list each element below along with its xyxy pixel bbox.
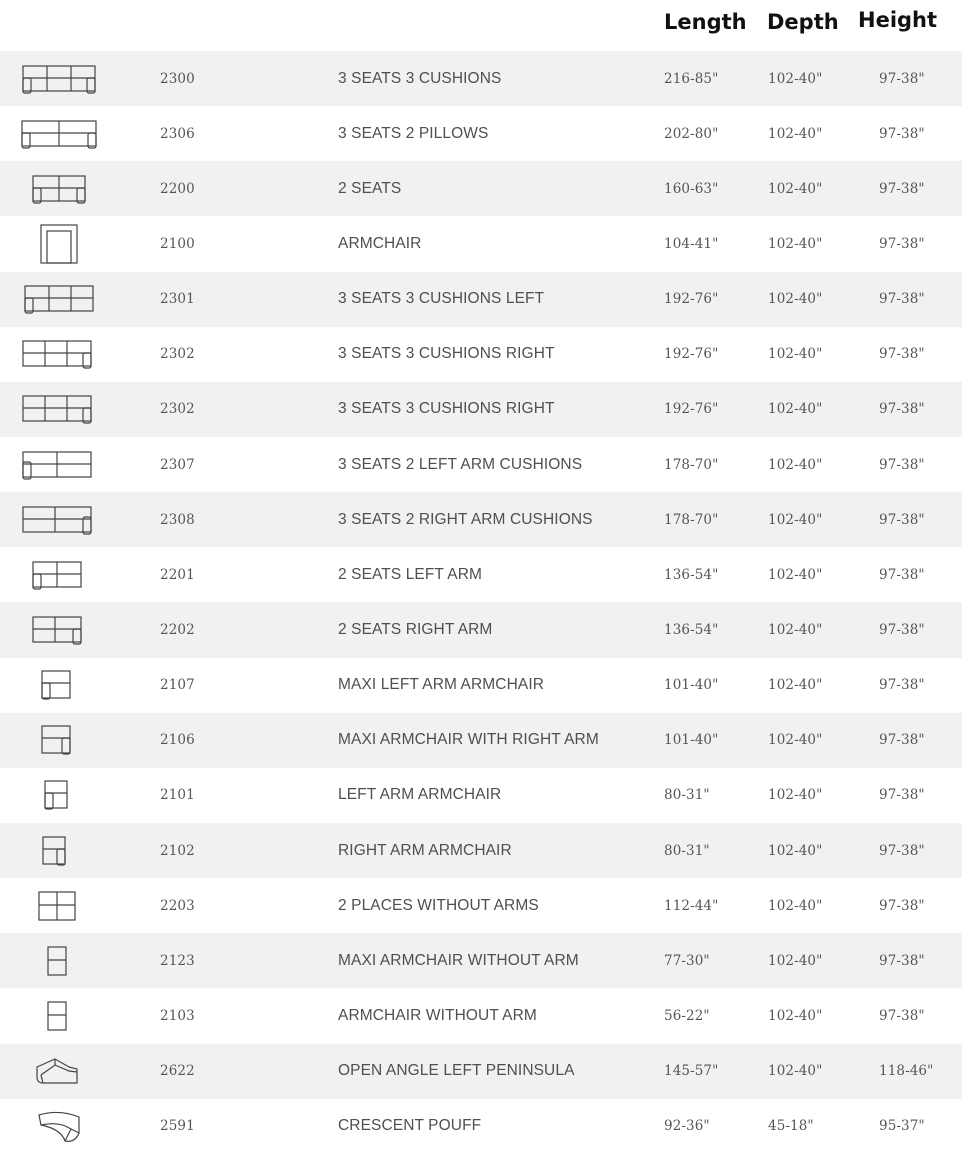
sofa-3-seats-2-right-arm-icon [21, 503, 93, 537]
product-code: 2201 [160, 566, 195, 583]
height-value: 97-38" [879, 511, 925, 528]
product-code: 2106 [160, 732, 195, 749]
depth-value: 102-40" [768, 952, 823, 969]
depth-value: 102-40" [768, 842, 823, 859]
product-description: MAXI ARMCHAIR WITHOUT ARM [338, 951, 579, 969]
depth-value: 102-40" [768, 897, 823, 914]
length-value: 112-44" [664, 897, 719, 914]
table-row [0, 327, 962, 382]
depth-value: 102-40" [768, 621, 823, 638]
length-value: 77-30" [664, 952, 710, 969]
product-code: 2102 [160, 842, 195, 859]
height-value: 97-38" [879, 70, 925, 87]
length-value: 80-31" [664, 842, 710, 859]
length-value: 136-54" [664, 566, 719, 583]
depth-value: 102-40" [768, 787, 823, 804]
table-row [0, 1044, 962, 1099]
sofa-3-seats-right-icon [21, 337, 93, 371]
depth-value: 102-40" [768, 125, 823, 142]
height-value: 118-46" [879, 1063, 934, 1080]
product-description: 3 SEATS 3 CUSHIONS RIGHT [338, 345, 555, 363]
depth-value: 45-18" [768, 1118, 814, 1135]
table-row [0, 1099, 962, 1154]
open-angle-left-peninsula-icon [33, 1055, 81, 1087]
depth-value: 102-40" [768, 346, 823, 363]
product-code: 2123 [160, 952, 195, 969]
table-row [0, 106, 962, 161]
depth-value: 102-40" [768, 401, 823, 418]
length-value: 136-54" [664, 621, 719, 638]
length-value: 80-31" [664, 787, 710, 804]
table-row [0, 216, 962, 271]
table-row [0, 658, 962, 713]
length-value: 104-41" [664, 235, 719, 252]
table-row [0, 161, 962, 216]
product-description: 2 PLACES WITHOUT ARMS [338, 896, 539, 914]
height-value: 97-38" [879, 566, 925, 583]
sofa-2-seats-icon [31, 172, 87, 206]
product-description: ARMCHAIR WITHOUT ARM [338, 1006, 537, 1024]
depth-value: 102-40" [768, 511, 823, 528]
product-description: 3 SEATS 2 RIGHT ARM CUSHIONS [338, 510, 593, 528]
sofa-2-seats-right-arm-icon [31, 613, 83, 647]
product-description: LEFT ARM ARMCHAIR [338, 786, 502, 804]
length-value: 178-70" [664, 456, 719, 473]
table-row [0, 823, 962, 878]
product-description: MAXI ARMCHAIR WITH RIGHT ARM [338, 731, 599, 749]
depth-value: 102-40" [768, 456, 823, 473]
length-value: 160-63" [664, 180, 719, 197]
product-description: 3 SEATS 2 PILLOWS [338, 124, 489, 142]
column-header-height: Height [858, 8, 938, 32]
height-value: 97-38" [879, 125, 925, 142]
product-description: 3 SEATS 3 CUSHIONS RIGHT [338, 400, 555, 418]
left-arm-armchair-icon [43, 778, 71, 812]
table-row [0, 492, 962, 547]
crescent-pouff-icon [35, 1107, 83, 1145]
product-code: 2203 [160, 897, 195, 914]
product-code: 2307 [160, 456, 195, 473]
product-code: 2103 [160, 1007, 195, 1024]
two-places-no-arms-icon [37, 889, 77, 923]
sofa-2-seats-left-arm-icon [31, 558, 83, 592]
product-description: OPEN ANGLE LEFT PENINSULA [338, 1062, 575, 1080]
product-code: 2300 [160, 70, 195, 87]
length-value: 192-76" [664, 346, 719, 363]
height-value: 97-38" [879, 346, 925, 363]
length-value: 145-57" [664, 1063, 719, 1080]
product-code: 2200 [160, 180, 195, 197]
length-value: 202-80" [664, 125, 719, 142]
product-description: RIGHT ARM ARMCHAIR [338, 841, 512, 859]
table-row [0, 272, 962, 327]
maxi-armchair-no-arm-icon [46, 944, 68, 978]
depth-value: 102-40" [768, 677, 823, 694]
height-value: 97-38" [879, 456, 925, 473]
length-value: 101-40" [664, 732, 719, 749]
sofa-3-seats-right-icon [21, 392, 93, 426]
table-row [0, 547, 962, 602]
depth-value: 102-40" [768, 1007, 823, 1024]
sofa-3-seats-left-icon [23, 282, 95, 316]
table-row [0, 51, 962, 106]
product-code: 2306 [160, 125, 195, 142]
product-code: 2302 [160, 401, 195, 418]
table-row [0, 878, 962, 933]
height-value: 97-38" [879, 235, 925, 252]
height-value: 97-38" [879, 787, 925, 804]
height-value: 95-37" [879, 1118, 925, 1135]
right-arm-armchair-icon [41, 834, 69, 868]
product-description: 3 SEATS 2 LEFT ARM CUSHIONS [338, 455, 583, 473]
product-description: 3 SEATS 3 CUSHIONS [338, 69, 502, 87]
product-description: 2 SEATS [338, 179, 402, 197]
height-value: 97-38" [879, 842, 925, 859]
product-code: 2308 [160, 511, 195, 528]
height-value: 97-38" [879, 291, 925, 308]
maxi-right-arm-armchair-icon [40, 723, 74, 757]
product-code: 2302 [160, 346, 195, 363]
table-row [0, 768, 962, 823]
table-row [0, 713, 962, 768]
product-code: 2101 [160, 787, 195, 804]
height-value: 97-38" [879, 401, 925, 418]
sofa-3-seats-2-pillows-icon [20, 117, 98, 151]
depth-value: 102-40" [768, 235, 823, 252]
product-description: 2 SEATS RIGHT ARM [338, 620, 493, 638]
length-value: 56-22" [664, 1007, 710, 1024]
length-value: 178-70" [664, 511, 719, 528]
depth-value: 102-40" [768, 70, 823, 87]
depth-value: 102-40" [768, 291, 823, 308]
length-value: 192-76" [664, 401, 719, 418]
armchair-no-arm-icon [46, 999, 68, 1033]
depth-value: 102-40" [768, 566, 823, 583]
product-code: 2202 [160, 621, 195, 638]
length-value: 92-36" [664, 1118, 710, 1135]
product-description: 2 SEATS LEFT ARM [338, 565, 483, 583]
product-dimensions-table [0, 51, 962, 1154]
depth-value: 102-40" [768, 1063, 823, 1080]
product-code: 2100 [160, 235, 195, 252]
sofa-3-seats-2-left-arm-icon [21, 448, 93, 482]
product-description: 3 SEATS 3 CUSHIONS LEFT [338, 290, 545, 308]
height-value: 97-38" [879, 180, 925, 197]
product-description: ARMCHAIR [338, 234, 422, 252]
length-value: 192-76" [664, 291, 719, 308]
product-code: 2107 [160, 677, 195, 694]
maxi-left-arm-armchair-icon [40, 668, 74, 702]
depth-value: 102-40" [768, 180, 823, 197]
sofa-3-seats-3-cushions-icon [21, 62, 97, 96]
height-value: 97-38" [879, 897, 925, 914]
product-description: CRESCENT POUFF [338, 1117, 482, 1135]
length-value: 101-40" [664, 677, 719, 694]
depth-value: 102-40" [768, 732, 823, 749]
table-header [0, 0, 962, 50]
table-row [0, 988, 962, 1043]
table-row [0, 382, 962, 437]
table-row [0, 437, 962, 492]
table-row [0, 602, 962, 657]
table-row [0, 933, 962, 988]
product-description: MAXI LEFT ARM ARMCHAIR [338, 676, 545, 694]
height-value: 97-38" [879, 952, 925, 969]
product-code: 2591 [160, 1118, 195, 1135]
height-value: 97-38" [879, 1007, 925, 1024]
product-code: 2622 [160, 1063, 195, 1080]
product-code: 2301 [160, 291, 195, 308]
armchair-icon [39, 223, 79, 265]
length-value: 216-85" [664, 70, 719, 87]
height-value: 97-38" [879, 677, 925, 694]
column-header-depth: Depth [767, 10, 839, 34]
height-value: 97-38" [879, 732, 925, 749]
column-header-length: Length [664, 10, 747, 34]
height-value: 97-38" [879, 621, 925, 638]
